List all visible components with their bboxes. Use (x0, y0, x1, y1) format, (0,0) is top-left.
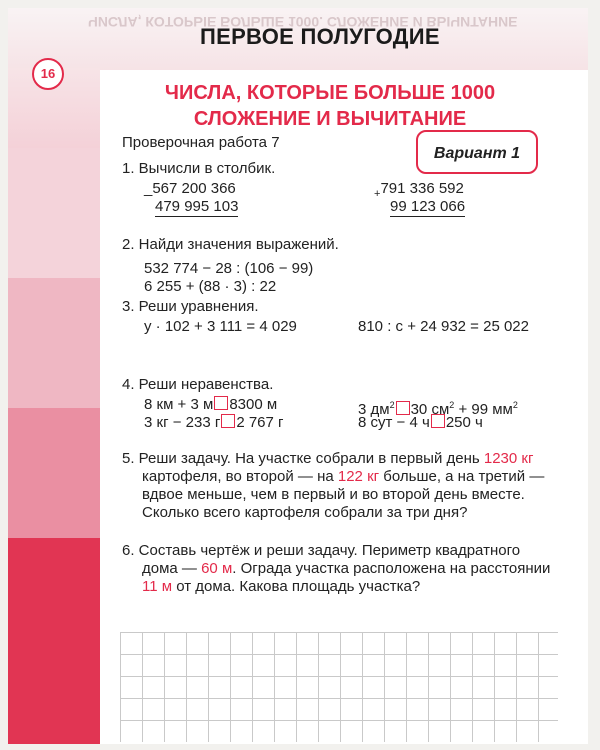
task-5-line-3: вдвое меньше, чем в первый и во второй день вместе. (142, 486, 525, 503)
section-title: ПЕРВОЕ ПОЛУГОДИЕ (200, 24, 440, 49)
highlight-value: 11 м (142, 578, 173, 595)
expression-2: 6 255 + (88 · 3) : 22 (144, 278, 277, 295)
inequality-left: 3 кг − 233 г (144, 414, 221, 431)
minus-sign: _ (144, 180, 153, 197)
column-a-bottom-number: 479 995 103 (155, 198, 239, 215)
task-5-text: больше, а на третий — (379, 468, 545, 485)
highlight-value: 122 кг (337, 468, 380, 485)
inequality-2a (144, 414, 284, 432)
mirrored-header-text: ЧИСЛА, КОТОРЫЕ БОЛЬШЕ 1000. СЛОЖЕНИЕ И ВЫЧИТАНИЕ (88, 14, 518, 30)
task-6-line-2 (142, 560, 550, 578)
task-1-text: 1. Вычисли в столбик. (122, 160, 276, 177)
comparison-box[interactable] (221, 414, 235, 428)
task-5-line-2 (142, 468, 544, 486)
task-5-text: 5. Реши задачу. На участке собрали в первый день (122, 450, 484, 467)
column-a-top (144, 180, 236, 198)
task-5-text: картофеля, во второй — на (142, 468, 338, 485)
column-b-bottom-number: 99 123 066 (390, 198, 466, 215)
highlight-value: 1230 кг (483, 450, 534, 467)
equation-2: 810 : c + 24 932 = 25 022 (358, 318, 529, 335)
task-5-line-1 (122, 450, 533, 468)
task-5-line-4: Сколько всего картофеля собрали за три дня? (142, 504, 468, 521)
task-2-text: 2. Найди значения выражений. (122, 236, 339, 253)
answer-grid[interactable] (120, 632, 558, 742)
inequality-right: 250 ч (445, 414, 483, 431)
main-title (140, 80, 520, 132)
inequality-1a (144, 396, 277, 414)
work-label: Проверочная работа 7 (122, 134, 280, 151)
main-title-line: ЧИСЛА, КОТОРЫЕ БОЛЬШЕ 1000 (164, 82, 496, 104)
task-6-line-1: 6. Составь чертёж и реши задачу. Периметр квадратного (122, 542, 521, 559)
task-6-line-3 (142, 578, 420, 596)
column-b-bottom (390, 198, 465, 217)
margin-band (8, 538, 100, 744)
comparison-box[interactable] (214, 396, 228, 410)
inequality-right: 8300 м (229, 396, 278, 413)
inequality-right: 30 см (410, 401, 450, 418)
highlight-value: 60 м (201, 560, 233, 577)
comparison-box[interactable] (396, 401, 410, 415)
task-6-text: дома — (142, 560, 202, 577)
expression-1: 532 774 − 28 : (106 − 99) (144, 260, 314, 277)
margin-band (8, 148, 100, 278)
inequality-right: 2 767 г (236, 414, 284, 431)
inequality-2b (358, 414, 483, 432)
equation-1: y · 102 + 3 111 = 4 029 (144, 318, 297, 335)
main-title-line: СЛОЖЕНИЕ И ВЫЧИТАНИЕ (193, 108, 467, 130)
superscript: 2 (389, 400, 395, 410)
inequality-left: 8 км + 3 м (144, 396, 214, 413)
column-a-top-number: 567 200 366 (152, 180, 236, 197)
task-4-text: 4. Реши неравенства. (122, 376, 274, 393)
variant-badge: Вариант 1 (416, 130, 538, 174)
column-a-bottom (155, 198, 238, 217)
plus-sign: + (374, 188, 381, 200)
task-3-text: 3. Реши уравнения. (122, 298, 259, 315)
margin-band (8, 408, 100, 538)
column-b-top-number: 791 336 592 (380, 180, 464, 197)
inequality-right-extra: + 99 мм (454, 401, 513, 418)
comparison-box[interactable] (431, 414, 445, 428)
inequality-left: 8 сут − 4 ч (358, 414, 430, 431)
margin-band (8, 278, 100, 408)
task-6-text: от дома. Какова площадь участка? (172, 578, 421, 595)
superscript: 2 (449, 400, 455, 410)
superscript: 2 (512, 400, 518, 410)
inequality-left: 3 дм (358, 401, 390, 418)
page-number: 16 (32, 58, 64, 90)
task-6-text: . Ограда участка расположена на расстоянии (232, 560, 551, 577)
